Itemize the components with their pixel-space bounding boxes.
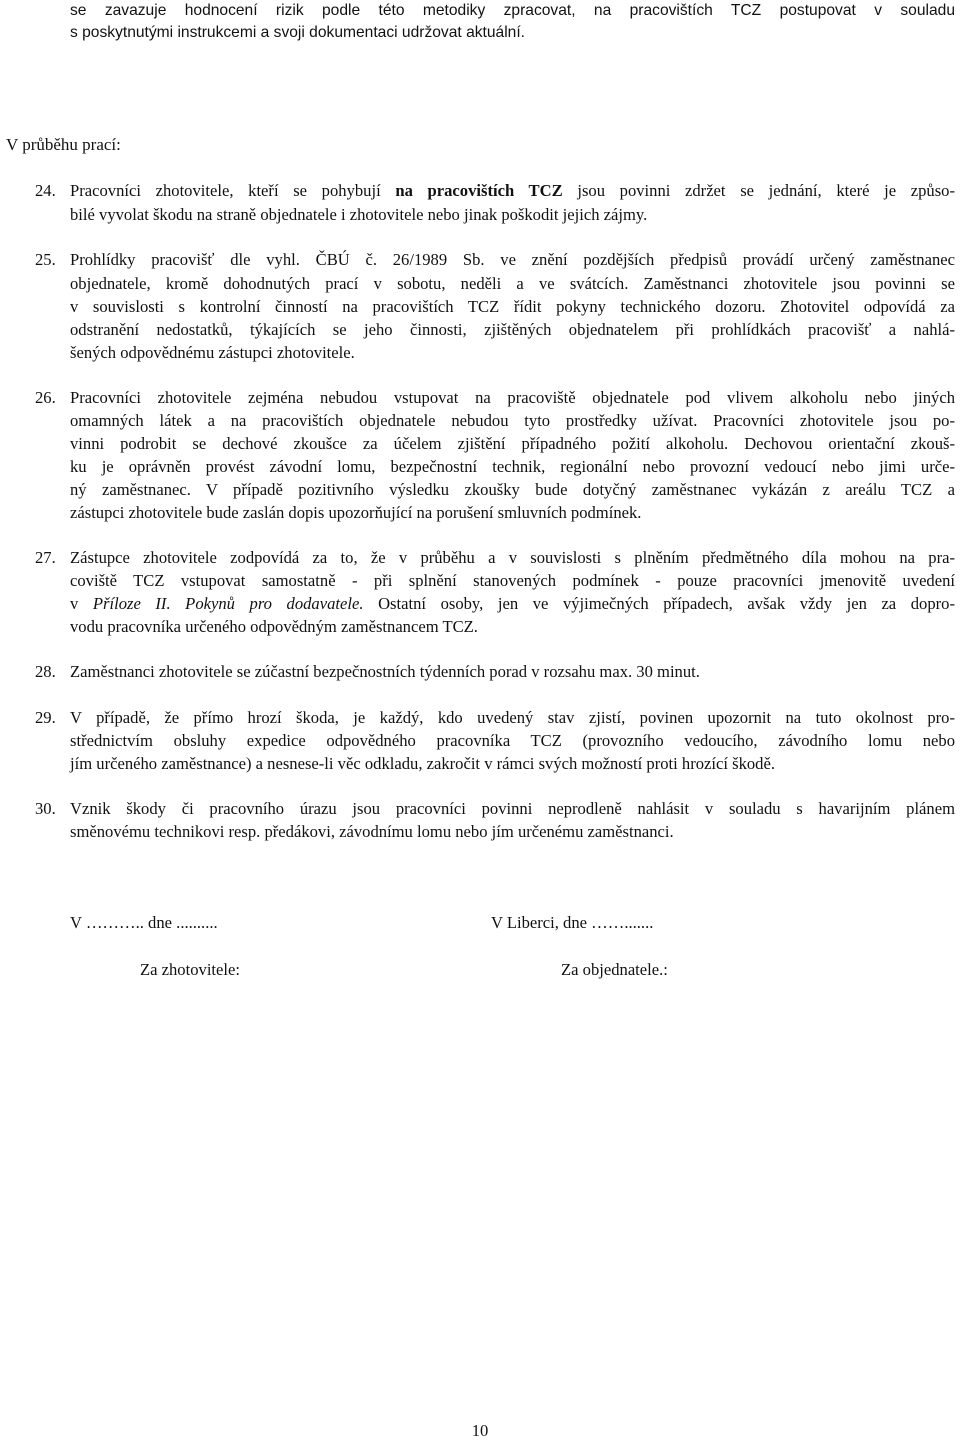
- item-27-line-2: coviště TCZ vstupovat samostatně - při splnění stanovených podmínek - pouze pracovníci jmenovitě uvedení: [70, 571, 955, 590]
- item-27-text-a: v: [70, 594, 93, 613]
- item-27-line-3: [70, 593, 955, 615]
- item-24-bold: na pracovištích TCZ: [395, 181, 563, 200]
- item-26-line-4: ku je oprávněn provést závodní lomu, bezpečnostní technik, regionální nebo provozní vedoucí nebo jimi urče-: [70, 457, 955, 476]
- item-number-24: 24.: [35, 181, 56, 200]
- item-26-line-1: Pracovníci zhotovitele zejména nebudou vstupovat na pracoviště objednatele pod vlivem alkoholu nebo jiných: [70, 388, 955, 407]
- item-number-26: 26.: [35, 388, 56, 407]
- item-26-line-6: zástupci zhotovitele bude zaslán dopis upozorňující na porušení smluvních podmínek.: [70, 503, 642, 522]
- item-number-25: 25.: [35, 250, 56, 269]
- section-heading: V průběhu prací:: [6, 135, 121, 154]
- signature-place-right: V Liberci, dne …….......: [491, 913, 654, 932]
- item-27-text-b: Ostatní osoby, jen ve výjimečných případech, avšak vždy jen za dopro-: [363, 594, 955, 613]
- item-30-line-1: Vznik škody či pracovního úrazu jsou pracovníci povinni neprodleně nahlásit v souladu s havarijním plánem: [70, 799, 955, 818]
- page-number: 10: [471, 1421, 489, 1440]
- item-27-italic-ref: Příloze II. Pokynů pro dodavatele.: [92, 594, 364, 613]
- item-25-line-3: v souvislosti s kontrolní činností na pracovištích TCZ řídit pokyny technického dozoru. Zhotovitel odpovídá za: [70, 297, 955, 316]
- item-26-line-3: vinni podrobit se dechové zkoušce za účelem zjištění případného požití alkoholu. Dechovou orientační zkouš-: [70, 434, 955, 453]
- item-27-line-4: vodu pracovníka určeného odpovědným zaměstnancem TCZ.: [70, 617, 478, 636]
- intro-line-2: s poskytnutými instrukcemi a svoji dokumentaci udržovat aktuální.: [70, 24, 526, 41]
- item-26-line-2: omamných látek a na pracovištích objednatele nebudou tyto prostředky užívat. Pracovníci zhotovitele jsou po-: [70, 411, 955, 430]
- signature-party-right: Za objednatele.:: [561, 960, 668, 979]
- item-number-29: 29.: [35, 708, 56, 727]
- item-number-30: 30.: [35, 799, 56, 818]
- item-26-line-5: ný zaměstnanec. V případě pozitivního výsledku zkoušky bude dotyčný zaměstnanec vykázán z areálu TCZ a: [70, 480, 955, 499]
- item-24-line-1: [70, 180, 955, 202]
- item-number-28: 28.: [35, 662, 56, 681]
- item-30-line-2: směnovému technikovi resp. předákovi, závodnímu lomu nebo jím určenému zaměstnanci.: [70, 822, 674, 841]
- item-27-line-1: Zástupce zhotovitele zodpovídá za to, že v průběhu a v souvislosti s plněním předmětného díla mohou na pra-: [70, 548, 955, 567]
- intro-line-1: se zavazuje hodnocení rizik podle této metodiky zpracovat, na pracovištích TCZ postupovat v souladu: [70, 2, 955, 19]
- item-29-line-2: střednictvím obsluhy expedice odpovědného pracovníka TCZ (provozního vedoucího, závodního lomu nebo: [70, 731, 955, 750]
- item-25-line-5: šených odpovědnému zástupci zhotovitele.: [70, 343, 355, 362]
- item-24-line-2: bilé vyvolat škodu na straně objednatele i zhotovitele nebo jinak poškodit jejich zájmy.: [70, 205, 648, 224]
- item-24-text-b: jsou povinni zdržet se jednání, které je způso-: [562, 181, 956, 200]
- item-number-27: 27.: [35, 548, 56, 567]
- item-25-line-2: objednatele, kromě dohodnutých prací v sobotu, neděli a ve svátcích. Zaměstnanci zhotovitele jsou povinni se: [70, 274, 955, 293]
- item-29-line-1: V případě, že přímo hrozí škoda, je každý, kdo uvedený stav zjistí, povinen upozornit na tuto okolnost pro-: [70, 708, 955, 727]
- signature-place-left: V ……….. dne ..........: [70, 913, 218, 932]
- item-25-line-4: odstranění nedostatků, týkajících se jeho činnosti, zjištěných objednatelem při prohlídkách pracovišť a nahlá-: [70, 320, 955, 339]
- item-28-line-1: Zaměstnanci zhotovitele se zúčastní bezpečnostních týdenních porad v rozsahu max. 30 minut.: [70, 662, 700, 681]
- item-25-line-1: Prohlídky pracovišť dle vyhl. ČBÚ č. 26/1989 Sb. ve znění pozdějších předpisů provádí určený zaměstnanec: [70, 250, 955, 269]
- signature-party-left: Za zhotovitele:: [140, 960, 240, 979]
- item-24-text-a: Pracovníci zhotovitele, kteří se pohybují: [70, 181, 396, 200]
- item-29-line-3: jím určeného zaměstnance) a nesnese-li věc odkladu, zakročit v rámci svých možností proti hrozící škodě.: [70, 754, 775, 773]
